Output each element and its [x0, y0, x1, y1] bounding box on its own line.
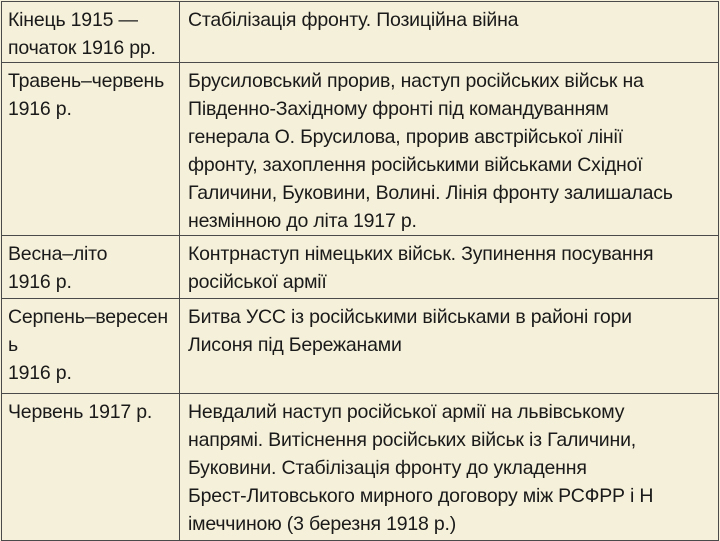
period-text: Травень–червень 1916 р.	[8, 70, 165, 120]
event-text: Невдалий наступ російської армії на львівському напрямі. Витіснення російських військ із Галичини, Буковини. Стабілізація фронту до укладення Брест-Литовського мирного договору між РСФРР і Н імеччиною (3 березня 1918 р.)	[188, 401, 654, 535]
period-cell	[2, 299, 180, 394]
period-cell	[2, 63, 180, 236]
table-row	[2, 299, 719, 394]
table-row	[2, 63, 719, 236]
event-cell	[180, 2, 719, 63]
period-cell	[2, 394, 180, 541]
event-cell	[180, 394, 719, 541]
event-cell	[180, 299, 719, 394]
table-row	[2, 236, 719, 299]
table-row	[2, 2, 719, 63]
event-text: Контрнаступ німецьких військ. Зупинення посування російської армії	[188, 243, 654, 293]
timeline-table	[1, 1, 719, 541]
period-cell	[2, 236, 180, 299]
period-cell	[2, 2, 180, 63]
event-text: Брусиловський прорив, наступ російських військ на Південно-Західному фронті під командуванням генерала О. Брусилова, прорив австрійської лінії фронту, захоплення російськими військами Східної Галичини, Буковини, Волині. Лінія фронту залишалась незмінною до літа 1917 р.	[188, 70, 673, 232]
period-text: Серпень–вересен ь 1916 р.	[8, 306, 168, 384]
period-text: Червень 1917 р.	[8, 401, 153, 423]
event-cell	[180, 63, 719, 236]
period-text: Весна–літо 1916 р.	[8, 243, 108, 293]
event-text: Стабілізація фронту. Позиційна війна	[188, 9, 519, 31]
table-row	[2, 394, 719, 541]
event-text: Битва УСС із російськими військами в районі гори Лисоня під Бережанами	[188, 306, 632, 356]
period-text: Кінець 1915 — початок 1916 рр.	[8, 9, 156, 59]
event-cell	[180, 236, 719, 299]
